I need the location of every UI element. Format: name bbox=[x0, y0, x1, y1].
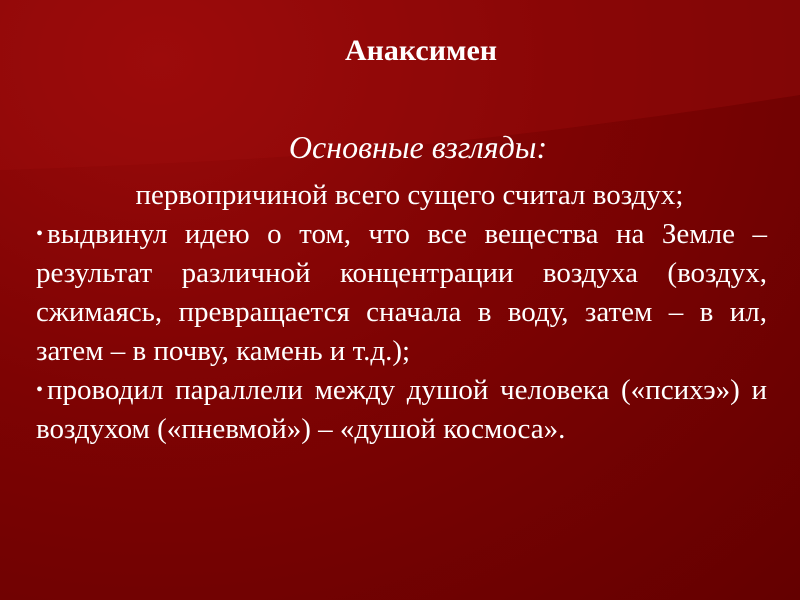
bullet-icon: • bbox=[36, 223, 44, 245]
bullet-item-2 bbox=[36, 371, 767, 449]
bullet-item-1 bbox=[36, 215, 767, 371]
bullet-text-2: проводил параллели между душой человека («психэ») и воздухом («пневмой») – «душой космоса». bbox=[36, 374, 767, 445]
slide-title: Анаксимен bbox=[344, 34, 498, 67]
bullet-icon: • bbox=[36, 379, 44, 401]
intro-line: первопричиной всего сущего считал воздух; bbox=[135, 179, 684, 211]
bullet-text-1: выдвинул идею о том, что все вещества на Земле – результат различной концентрации воздуха (воздух, сжимаясь, превращается сначала в воду, затем – в ил, затем – в почву, камень и т.д.); bbox=[36, 218, 767, 367]
slide-body bbox=[36, 176, 767, 449]
slide-subtitle: Основные взгляды: bbox=[288, 129, 548, 165]
